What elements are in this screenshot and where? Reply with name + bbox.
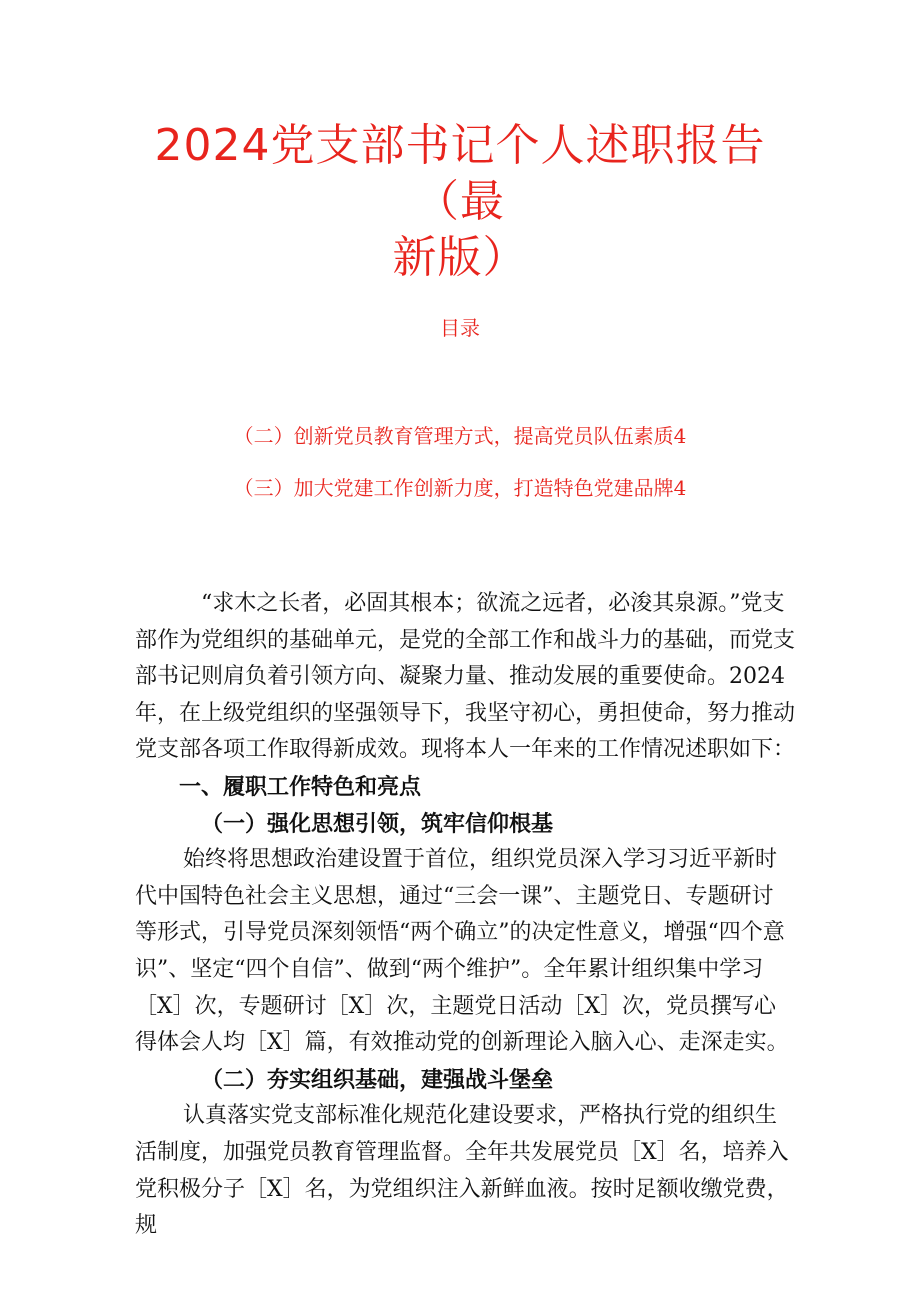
document-title (120, 118, 800, 286)
document-title-line-1: 2024党支部书记个人述职报告（最 (154, 120, 766, 227)
subsection-2-paragraph: 认真落实党支部标准化规范化建设要求，严格执行党的组织生活制度，加强党员教育管理监督。全年共发展党员［X］名，培养入党积极分子［X］名，为党组织注入新鲜血液。按时足额收缴党费，规 (135, 1103, 789, 1239)
subsection-heading-1: （一）强化思想引领，筑牢信仰根基 (201, 810, 554, 837)
intro-paragraph: “求木之长者，必固其根本；欲流之远者，必浚其泉源。”党支部作为党组织的基础单元，是党的全部工作和战斗力的基础，而党支部书记则肩负着引领方向、凝聚力量、推动发展的重要使命。2024年，在上级党组织的坚强领导下，我坚守初心，勇担使命，努力推动党支部各项工作取得新成效。现将本人一年来的工作情况述职如下： (135, 591, 796, 763)
toc-item-2[interactable]: （二）创新党员教育管理方式，提高党员队伍素质4 (233, 424, 687, 448)
section-heading-1: 一、履职工作特色和亮点 (179, 773, 422, 800)
document-title-line-2: 新版） (392, 232, 528, 283)
toc-item-3[interactable]: （三）加大党建工作创新力度，打造特色党建品牌4 (233, 476, 687, 500)
toc-heading: 目录 (440, 316, 480, 340)
subsection-1-paragraph: 始终将思想政治建设置于首位，组织党员深入学习习近平新时代中国特色社会主义思想，通过“三会一课”、主题党日、专题研讨等形式，引导党员深刻领悟“两个确立”的决定性意义，增强“四个意识”、坚定“四个自信”、做到“两个维护”。全年累计组织集中学习［X］次，专题研讨［X］次，主题党日活动［X］次，党员撰写心得体会人均［X］篇，有效推动党的创新理论入脑入心、走深走实。 (135, 847, 789, 1056)
subsection-heading-2: （二）夯实组织基础，建强战斗堡垒 (201, 1066, 554, 1093)
document-body (135, 586, 795, 1245)
